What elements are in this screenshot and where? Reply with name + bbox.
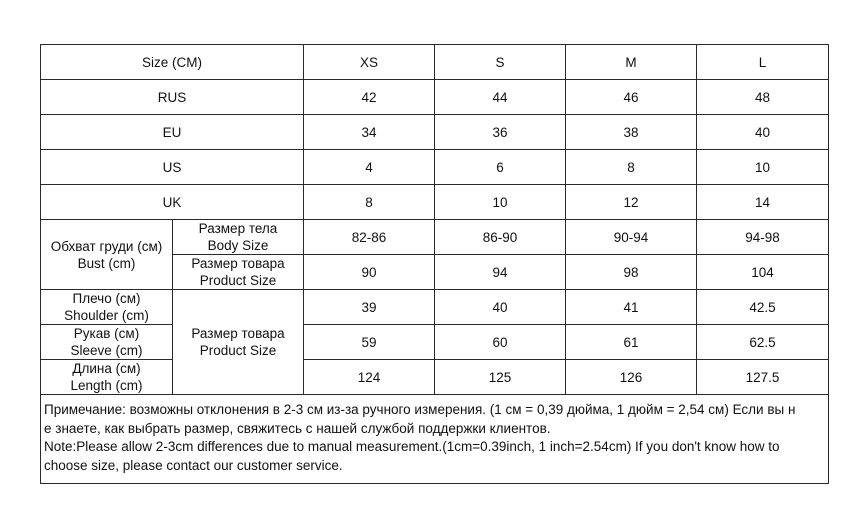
eu-l: 40 xyxy=(697,115,829,150)
product-size-label-ru: Размер товара xyxy=(191,326,285,341)
bust-product-s: 94 xyxy=(435,255,566,290)
uk-xs: 8 xyxy=(304,185,435,220)
eu-s: 36 xyxy=(435,115,566,150)
bust-body-xs: 82-86 xyxy=(304,220,435,255)
length-m: 126 xyxy=(566,360,697,395)
rus-label: RUS xyxy=(41,80,304,115)
us-m: 8 xyxy=(566,150,697,185)
length-l: 127.5 xyxy=(697,360,829,395)
uk-m: 12 xyxy=(566,185,697,220)
us-label: US xyxy=(41,150,304,185)
bust-product-xs: 90 xyxy=(304,255,435,290)
size-m-header: M xyxy=(566,45,697,80)
note-line-4: choose size, please contact our customer service. xyxy=(44,457,343,473)
size-xs-header: XS xyxy=(304,45,435,80)
us-s: 6 xyxy=(435,150,566,185)
bust-label-en: Bust (cm) xyxy=(77,255,136,271)
sleeve-row xyxy=(41,325,829,360)
bust-body-row xyxy=(41,220,829,255)
length-label-en: Length (cm) xyxy=(70,378,143,393)
shoulder-s: 40 xyxy=(435,290,566,325)
note-row xyxy=(41,395,829,484)
bust-product-l: 104 xyxy=(697,255,829,290)
bust-label xyxy=(41,220,173,290)
rus-m: 46 xyxy=(566,80,697,115)
size-s-header: S xyxy=(435,45,566,80)
note-line-2: е знаете, как выбрать размер, свяжитесь с нашей службой поддержки клиентов. xyxy=(44,420,551,436)
note-line-1: Примечание: возможны отклонения в 2-3 см из-за ручного измерения. (1 см = 0,39 дюйма, 1 дюйм = 2,54 см) Если вы н xyxy=(44,402,796,417)
eu-label: EU xyxy=(41,115,304,150)
product-size-label xyxy=(173,290,304,395)
bust-product-size-label-ru: Размер товара xyxy=(191,256,285,271)
rus-l: 48 xyxy=(697,80,829,115)
rus-xs: 42 xyxy=(304,80,435,115)
sleeve-l: 62.5 xyxy=(697,325,829,360)
us-l: 10 xyxy=(697,150,829,185)
size-chart-table xyxy=(40,44,829,484)
length-label xyxy=(41,360,173,395)
shoulder-xs: 39 xyxy=(304,290,435,325)
note-text xyxy=(41,395,829,484)
bust-body-l: 94-98 xyxy=(697,220,829,255)
uk-row xyxy=(41,185,829,220)
sleeve-xs: 59 xyxy=(304,325,435,360)
us-row xyxy=(41,150,829,185)
shoulder-l: 42.5 xyxy=(697,290,829,325)
bust-body-m: 90-94 xyxy=(566,220,697,255)
body-size-label-en: Body Size xyxy=(207,238,269,253)
product-size-label-en: Product Size xyxy=(199,343,277,358)
shoulder-label-ru: Плечо (см) xyxy=(72,291,141,306)
sleeve-m: 61 xyxy=(566,325,697,360)
rus-row xyxy=(41,80,829,115)
uk-l: 14 xyxy=(697,185,829,220)
uk-s: 10 xyxy=(435,185,566,220)
uk-label: UK xyxy=(41,185,304,220)
sleeve-label-ru: Рукав (см) xyxy=(73,326,140,341)
length-row xyxy=(41,360,829,395)
size-l-header: L xyxy=(697,45,829,80)
bust-product-size-label-en: Product Size xyxy=(199,273,277,288)
eu-m: 38 xyxy=(566,115,697,150)
note-line-3: Note:Please allow 2-3cm differences due to manual measurement.(1cm=0.39inch, 1 inch=2.54cm) If you don't know how to xyxy=(44,439,780,454)
bust-label-ru: Обхват груди (см) xyxy=(50,238,163,254)
sleeve-s: 60 xyxy=(435,325,566,360)
bust-product-m: 98 xyxy=(566,255,697,290)
eu-xs: 34 xyxy=(304,115,435,150)
bust-body-s: 86-90 xyxy=(435,220,566,255)
body-size-label xyxy=(173,220,304,255)
sleeve-label-en: Sleeve (cm) xyxy=(70,343,143,358)
bust-product-size-label xyxy=(173,255,304,290)
length-xs: 124 xyxy=(304,360,435,395)
eu-row xyxy=(41,115,829,150)
shoulder-row xyxy=(41,290,829,325)
sleeve-label xyxy=(41,325,173,360)
shoulder-label xyxy=(41,290,173,325)
body-size-label-ru: Размер тела xyxy=(198,221,278,236)
size-cm-header: Size (CM) xyxy=(41,45,304,80)
header-row xyxy=(41,45,829,80)
length-s: 125 xyxy=(435,360,566,395)
length-label-ru: Длина (см) xyxy=(72,361,141,376)
shoulder-label-en: Shoulder (cm) xyxy=(64,308,149,323)
us-xs: 4 xyxy=(304,150,435,185)
shoulder-m: 41 xyxy=(566,290,697,325)
rus-s: 44 xyxy=(435,80,566,115)
